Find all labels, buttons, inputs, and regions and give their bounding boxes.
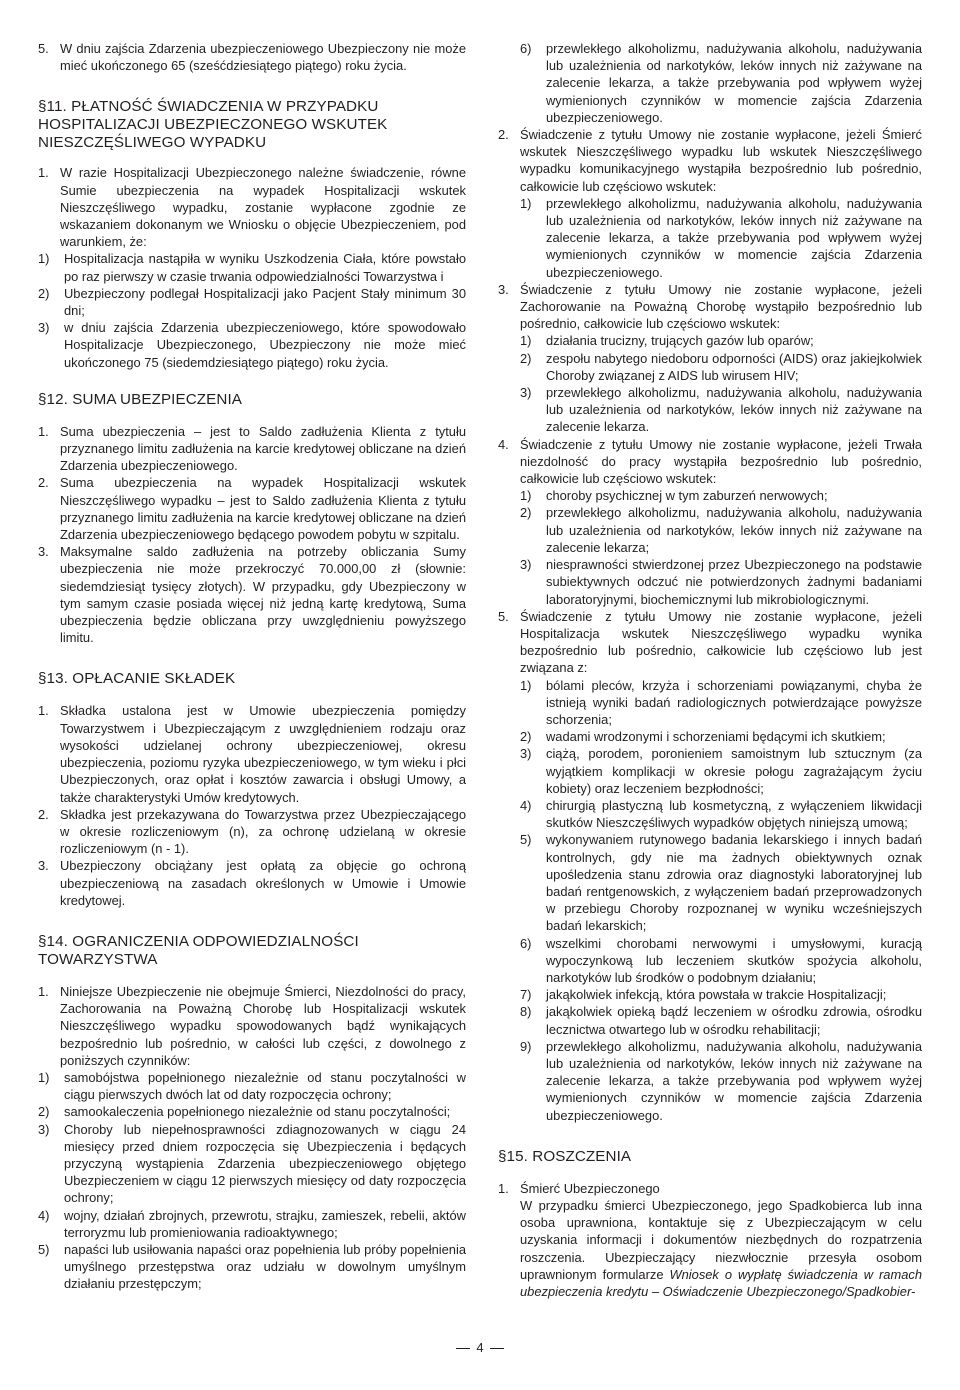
sub-item: 6) przewlekłego alkoholizmu, nadużywania alkoholu, nadużywania lub uzależnienia od narkotyków, leków innych niż zażywane na zalecenie lekarza, a także przebywania pod wpływem wyżej wymienionych czynników w momencie zajścia Zdarzenia ubezpieczeniowego. xyxy=(520,41,922,125)
sub-item: 3) przewlekłego alkoholizmu, nadużywania alkoholu, nadużywania lub uzależnienia od narkotyków, leków innych niż zażywane na zalecenie lekarza. xyxy=(520,385,922,435)
section-title-12: §12. SUMA UBEZPIECZENIA xyxy=(38,390,243,408)
sub-item: 6) wszelkimi chorobami nerwowymi i umysłowymi, kuracją wypoczynkową lub leczeniem skutków spożycia alkoholu, narkotyków lub środków o podobnym działaniu; xyxy=(520,935,922,985)
left-column xyxy=(38,40,466,1360)
sub-item: 2) przewlekłego alkoholizmu, nadużywania alkoholu, nadużywania lub uzależnienia od narkotyków, leków innych niż zażywane na zalecenie lekarza; xyxy=(520,505,922,555)
list-item: 1. Składka ustalona jest w Umowie ubezpieczenia pomiędzy Towarzystwem i Ubezpieczającym z uwzględnieniem rodzaju oraz wysokości udzielanej ochrony ubezpieczeniowej, okresu ubezpieczenia, poziomu ryzyka ubezpieczeniowego, w tym wieku i płci Ubezpieczonych, oraz opłat i kosztów zawarcia i obsługi Umowy, a także charakterystyki Umów kredytowych. xyxy=(38,703,466,805)
sub-item: 9) przewlekłego alkoholizmu, nadużywania alkoholu, nadużywania lub uzależnienia od narkotyków, leków innych niż zażywane na zalecenie lekarza, a także przebywania pod wpływem wyżej wymienionych czynników w momencie zajścia Zdarzenia ubezpieczeniowego. xyxy=(520,1038,922,1123)
sub-item: 3) w dniu zajścia Zdarzenia ubezpieczeniowego, które spowodowało Hospitalizacje Ubezpieczonego, Ubezpieczony nie może mieć ukończonego 75 (siedemdziesiątego piątego) roku życia. xyxy=(38,320,466,370)
list-item-heading: Śmierć Ubezpieczonego xyxy=(520,1180,660,1196)
page-number: 4 xyxy=(476,1340,484,1355)
sub-item: 2) zespołu nabytego niedoboru odporności (AIDS) oraz jakiejkolwiek Choroby związanej z AIDS lub wirusem HIV; xyxy=(520,350,922,383)
section-title-11: §11. PŁATNOŚĆ ŚWIADCZENIA W PRZYPADKU HOSPITALIZACJI UBEZPIECZONEGO WSKUTEK NIESZCZĘŚLIWEGO WYPADKU xyxy=(38,98,388,152)
sub-item: 1) choroby psychicznej w tym zaburzeń nerwowych; xyxy=(520,488,828,504)
list-item: 5. W dniu zajścia Zdarzenia ubezpieczeniowego Ubezpieczony nie może mieć ukończonego 65 (sześćdziesiątego piątego) roku życia. xyxy=(38,41,466,74)
sub-item: 1) bólami pleców, krzyża i schorzeniami powiązanymi, chyba że istnieją wyniki badań radiologicznych potwierdzające powyższe schorzenia; xyxy=(520,677,922,727)
list-item: 3. Świadczenie z tytułu Umowy nie zostanie wypłacone, jeżeli Zachorowanie na Poważną Chorobę wystąpiło bezpośrednio lub pośrednio, całkowicie lub częściowo wskutek: xyxy=(498,281,922,332)
list-item: 3. Ubezpieczony obciążany jest opłatą za objęcie go ochroną ubezpieczeniową na zasadach określonych w Umowie i Umowie kredytowej. xyxy=(38,858,466,908)
list-item: 1. Śmierć Ubezpieczonego xyxy=(498,1180,922,1197)
list-item: 2. Suma ubezpieczenia na wypadek Hospitalizacji wskutek Nieszczęśliwego wypadku – jest to Saldo zadłużenia Klienta z tytułu przyznanego limitu zadłużenia na karcie kredytowej obliczane na dzień Zdarzenia ubezpieczeniowego będącego powodem pobytu w szpitalu. xyxy=(38,475,466,543)
section-title-13: §13. OPŁACANIE SKŁADEK xyxy=(38,670,236,688)
page-footer xyxy=(0,1340,960,1355)
sub-item: 5) wykonywaniem rutynowego badania lekarskiego i innych badań kontrolnych, gdy nie ma żadnych obiektywnych oznak upośledzenia stanu zdrowia oraz diagnostyki laboratoryjnej lub badań rentgenowskich, z wyłączeniem badań przeprowadzonych w przebiegu Choroby rozpoznanej w wyniku wcześniejszych badań lekarskich; xyxy=(520,832,922,934)
sub-item: 7) jakąkolwiek infekcją, która powstała w trakcie Hospitalizacji; xyxy=(520,987,887,1003)
sub-item: 5) napaści lub usiłowania napaści oraz popełnienia lub próby popełnienia umyślnego przestępstwa oraz udziału w dowolnym umyślnym działaniu przestępczym; xyxy=(38,1241,466,1292)
claims-paragraph: W przypadku śmierci Ubezpieczonego, jego Spadkobierca lub inna osoba uprawniona, kontaktuje się z Ubezpieczającym w celu uzyskania informacji i dokumentów niezbędnych do rozpatrzenia roszczenia. Ubezpieczający niezwłocznie przesyła osobom uprawnionym formularze Wniosek o wypłatę świadczenia w ramach ubezpieczenia kredytu – Oświadczenie Ubezpieczonego/Spadkobier- xyxy=(520,1198,922,1300)
list-item: 1. Suma ubezpieczenia – jest to Saldo zadłużenia Klienta z tytułu przyznanego limitu zadłużenia na karcie kredytowej obliczane na dzień Zdarzenia ubezpieczeniowego. xyxy=(38,423,466,474)
list-item: 2. Świadczenie z tytułu Umowy nie zostanie wypłacone, jeżeli Śmierć wskutek Nieszczęśliwego wypadku lub wskutek Nieszczęśliwego wypadku komunikacyjnego wystąpiła bezpośrednio lub pośrednio, całkowicie lub częściowo wskutek: xyxy=(498,127,922,194)
sub-item: 3) niesprawności stwierdzonej przez Ubezpieczonego na podstawie subiektywnych odczuć nie potwierdzonych żadnymi badaniami laboratoryjnymi, biochemicznymi lub mikrobiologicznymi. xyxy=(520,557,922,607)
sub-item: 1) samobójstwa popełnionego niezależnie od stanu poczytalności w ciągu pierwszych dwóch lat od daty rozpoczęcia ochrony; xyxy=(38,1069,466,1103)
list-item: 2. Składka jest przekazywana do Towarzystwa przez Ubezpieczającego w okresie rozliczeniowym (n), za ochronę udzielaną w okresie rozliczeniowym (n - 1). xyxy=(38,806,466,857)
sub-item: 4) chirurgią plastyczną lub kosmetyczną, z wyłączeniem likwidacji skutków Nieszczęśliwych wypadków objętych niniejszą umową; xyxy=(520,797,922,831)
sub-item: 2) samookaleczenia popełnionego niezależnie od stanu poczytalności; xyxy=(38,1104,451,1120)
sub-item: 2) wadami wrodzonymi i schorzeniami będącymi ich skutkiem; xyxy=(520,729,886,745)
list-item: 1. Niniejsze Ubezpieczenie nie obejmuje Śmierci, Niezdolności do pracy, Zachorowania na Poważną Chorobę lub Hospitalizacji wskutek Nieszczęśliwego wypadku spowodowanych bądź wynikających bezpośrednio lub pośrednio, w całości lub części, z dowolnego z poniższych czynników: xyxy=(38,983,466,1068)
dash-right xyxy=(490,1348,504,1349)
sub-item: 3) Choroby lub niepełnosprawności zdiagnozowanych w ciągu 24 miesięcy przed dniem rozpoczęcia się Ubezpieczenia i będących przyczyną wystąpienia Zdarzenia ubezpieczeniowego objętego Ubezpieczeniem w ciągu 12 pierwszych miesięcy od daty rozpoczęcia ochrony; xyxy=(38,1121,466,1206)
sub-item: 2) Ubezpieczony podlegał Hospitalizacji jako Pacjent Stały minimum 30 dni; xyxy=(38,285,466,319)
list-item: 5. Świadczenie z tytułu Umowy nie zostanie wypłacone, jeżeli Hospitalizacja wskutek Nieszczęśliwego wypadku wynika bezpośrednio lub pośrednio, całkowicie lub częściowo lub jest związana z: xyxy=(498,608,922,676)
sub-item: 3) ciążą, porodem, poronieniem samoistnym lub sztucznym (za wyjątkiem komplikacji w okresie połogu zagrażającym życiu kobiety) oraz leczeniem bezpłodności; xyxy=(520,746,922,796)
section-title-15: §15. ROSZCZENIA xyxy=(498,1147,632,1165)
dash-left xyxy=(456,1348,470,1349)
list-item: 4. Świadczenie z tytułu Umowy nie zostanie wypłacone, jeżeli Trwała niezdolność do pracy wystąpiła bezpośrednio lub pośrednio, całkowicie lub częściowo wskutek: xyxy=(498,436,922,487)
sub-item: 1) przewlekłego alkoholizmu, nadużywania alkoholu, nadużywania lub uzależnienia od narkotyków, leków innych niż zażywane na zalecenie lekarza, a także przebywania pod wpływem wyżej wymienionych czynników w momencie zajścia Zdarzenia ubezpieczeniowego. xyxy=(520,195,922,280)
sub-item: 1) Hospitalizacja nastąpiła w wyniku Uszkodzenia Ciała, które powstało po raz pierwszy w czasie trwania odpowiedzialności Towarzystwa i xyxy=(38,251,466,284)
list-item: 3. Maksymalne saldo zadłużenia na potrzeby obliczania Sumy ubezpieczenia nie może przekroczyć 70.000,00 zł (słownie: siedemdziesiąt tysięcy złotych). W przypadku, gdy Ubezpieczony w tym samym czasie posiada więcej niż jedną kartę kredytową, Suma ubezpieczenia będzie obliczana przy uwzględnieniu powyższego limitu. xyxy=(38,544,466,646)
document-page xyxy=(38,40,922,1360)
list-item: 1. W razie Hospitalizacji Ubezpieczonego należne świadczenie, równe Sumie ubezpieczenia na wypadek Hospitalizacji wskutek Nieszczęśliwego wypadku, zostanie wypłacone zgodnie ze wskazaniem dokonanym we Wniosku o objęcie Ubezpieczeniem, pod warunkiem, że: xyxy=(38,165,466,250)
sub-item: 8) jakąkolwiek opieką bądź leczeniem w ośrodku zdrowia, ośrodku lecznictwa otwartego lub w ośrodku rehabilitacji; xyxy=(520,1004,922,1037)
sub-item: 1) działania trucizny, trujących gazów lub oparów; xyxy=(520,333,814,349)
sub-item: 4) wojny, działań zbrojnych, przewrotu, strajku, zamieszek, rebelii, aktów terroryzmu lub promieniowania radioaktywnego; xyxy=(38,1207,466,1240)
right-column xyxy=(498,40,922,1360)
section-title-14: §14. OGRANICZENIA ODPOWIEDZIALNOŚCI TOWARZYSTWA xyxy=(38,932,359,968)
